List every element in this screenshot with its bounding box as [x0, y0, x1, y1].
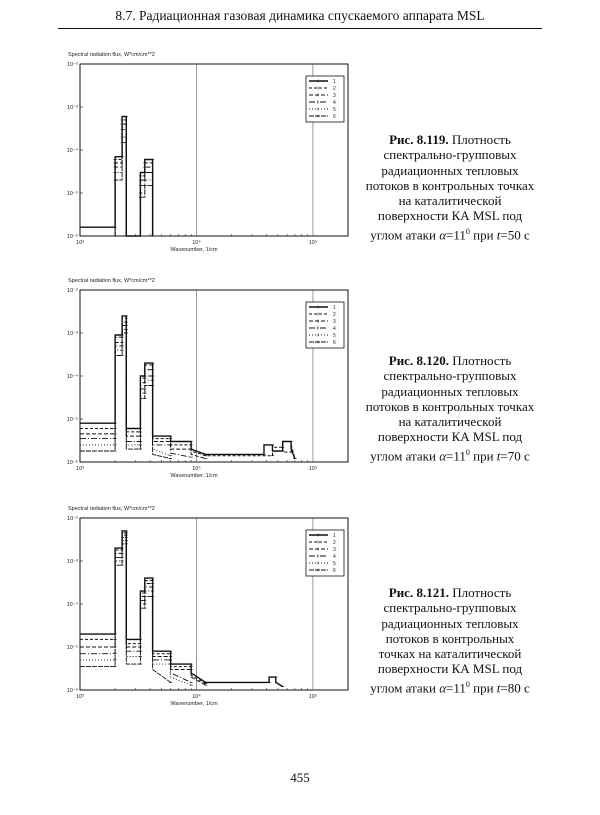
caption-8-120 [360, 353, 540, 463]
caption-line: на каталитической [398, 414, 502, 430]
y-tick-label: 10⁻⁶ [66, 688, 78, 694]
legend-label: 4 [333, 554, 336, 560]
y-tick-label: 10⁻⁴ [66, 602, 78, 608]
time-symbol: t [496, 448, 501, 464]
legend-label: 4 [333, 100, 336, 106]
y-tick-label: 10⁻² [67, 288, 78, 294]
y-tick-label: 10⁻² [67, 516, 78, 522]
legend-box [306, 530, 344, 576]
series-line-3 [80, 535, 206, 685]
y-tick-label: 10⁻³ [67, 559, 78, 565]
series-line-4 [80, 325, 191, 457]
caption-label: Рис. 8.119. [389, 132, 449, 147]
legend-label: 3 [333, 547, 336, 553]
y-axis-label: Spectral radiation flux, W*cm/cm**2 [68, 506, 155, 512]
legend-label: 5 [333, 333, 336, 339]
caption-line: Плотность [452, 585, 512, 600]
series-line-1 [80, 531, 283, 687]
series-line-2 [80, 318, 295, 458]
caption-line: потоков в контрольных точках [365, 177, 535, 193]
time-symbol: t [496, 680, 501, 696]
x-tick-label: 10⁵ [308, 694, 318, 700]
y-axis-label: Spectral radiation flux, W*cm/cm**2 [68, 278, 155, 284]
caption-line: углом атаки [370, 448, 440, 464]
caption-text: при [469, 448, 497, 464]
series-line-4 [80, 538, 191, 683]
x-axis-label: Wavenumber, 1/cm [170, 247, 218, 253]
caption-line: углом атаки [370, 680, 440, 696]
legend-label: 2 [333, 312, 336, 318]
y-tick-label: 10⁻³ [67, 105, 78, 111]
caption-line: Плотность [452, 353, 512, 368]
x-axis-label: Wavenumber, 1/cm [170, 473, 218, 479]
legend-label: 1 [333, 533, 336, 539]
y-tick-label: 10⁻³ [67, 331, 78, 337]
x-tick-label: 10³ [76, 466, 84, 472]
caption-angle: =11 [446, 680, 466, 696]
y-tick-label: 10⁻⁵ [66, 191, 78, 197]
caption-line: потоков в контрольных точках [365, 398, 535, 414]
chart-svg [62, 270, 352, 480]
legend-label: 6 [333, 114, 336, 120]
series-line-3 [80, 322, 206, 459]
caption-angle: =11 [446, 227, 466, 243]
x-tick-label: 10⁵ [308, 240, 318, 246]
x-tick-label: 10³ [76, 240, 84, 246]
caption-line: спектрально-групповых [383, 147, 517, 163]
series-line-1 [80, 316, 295, 459]
caption-label: Рис. 8.121. [388, 585, 449, 600]
caption-8-121 [360, 585, 540, 695]
caption-text: при [469, 227, 497, 243]
page-number: 455 [290, 770, 310, 785]
y-tick-label: 10⁻⁶ [66, 234, 78, 240]
legend-label: 6 [333, 340, 336, 346]
y-axis-label: Spectral radiation flux, W*cm/cm**2 [68, 52, 155, 58]
legend-label: 3 [333, 93, 336, 99]
alpha-symbol: α [439, 448, 447, 464]
y-tick-label: 10⁻⁴ [66, 148, 78, 154]
legend-label: 2 [333, 86, 336, 92]
legend-label: 6 [333, 568, 336, 574]
caption-line: поверхности КА MSL под [377, 661, 523, 677]
y-tick-label: 10⁻⁵ [66, 645, 78, 651]
chart-svg [62, 44, 352, 254]
x-tick-label: 10⁵ [308, 466, 318, 472]
legend-label: 1 [333, 305, 336, 311]
caption-time: =70 с [500, 448, 530, 464]
caption-time: =50 с [500, 227, 530, 243]
series-line-5 [115, 137, 153, 236]
series-line-6 [80, 544, 171, 683]
caption-line: углом атаки [370, 227, 440, 243]
series-line-6 [80, 333, 171, 459]
legend-label: 4 [333, 326, 336, 332]
x-axis-label: Wavenumber, 1/cm [170, 701, 218, 707]
caption-8-119 [360, 132, 540, 242]
legend-box [306, 76, 344, 122]
header-rule [58, 28, 542, 29]
caption-text: при [469, 680, 497, 696]
legend-label: 5 [333, 561, 336, 567]
caption-line: поверхности КА MSL под [377, 208, 523, 224]
caption-label: Рис. 8.120. [388, 353, 449, 368]
legend-box [306, 302, 344, 348]
y-tick-label: 10⁻⁵ [66, 417, 78, 423]
caption-line: спектрально-групповых [383, 600, 517, 616]
time-symbol: t [496, 227, 501, 243]
figure-8-119 [62, 44, 352, 254]
x-tick-label: 10⁴ [192, 694, 201, 700]
degree-mark: 0 [465, 679, 470, 689]
caption-line: радиационных тепловых [381, 383, 519, 399]
caption-line: потоков в контрольных [385, 630, 515, 646]
caption-line: поверхности КА MSL под [377, 429, 523, 445]
y-tick-label: 10⁻⁴ [66, 374, 78, 380]
chart-svg [62, 498, 352, 708]
degree-mark: 0 [465, 226, 470, 236]
legend-label: 5 [333, 107, 336, 113]
caption-angle: =11 [446, 448, 466, 464]
caption-time: =80 с [500, 680, 530, 696]
caption-line: радиационных тепловых [381, 162, 519, 178]
caption-line: радиационных тепловых [381, 615, 519, 631]
caption-line: на каталитической [398, 193, 502, 209]
y-tick-label: 10⁻² [67, 62, 78, 68]
alpha-symbol: α [439, 680, 447, 696]
caption-line: спектрально-групповых [383, 368, 517, 384]
figure-8-120 [62, 270, 352, 480]
caption-line: Плотность [451, 132, 511, 147]
alpha-symbol: α [439, 227, 447, 243]
x-tick-label: 10⁴ [192, 240, 201, 246]
legend-label: 2 [333, 540, 336, 546]
figure-8-121 [62, 498, 352, 708]
degree-mark: 0 [465, 447, 470, 457]
x-tick-label: 10³ [76, 694, 84, 700]
legend-label: 3 [333, 319, 336, 325]
y-tick-label: 10⁻⁶ [66, 460, 78, 466]
series-line-4 [115, 130, 153, 237]
legend-label: 1 [333, 79, 336, 85]
running-header: 8.7. Радиационная газовая динамика спускаемого аппарата MSL [115, 8, 485, 23]
caption-line: точках на каталитической [378, 646, 522, 662]
series-line-1 [80, 117, 153, 237]
x-tick-label: 10⁴ [192, 466, 201, 472]
